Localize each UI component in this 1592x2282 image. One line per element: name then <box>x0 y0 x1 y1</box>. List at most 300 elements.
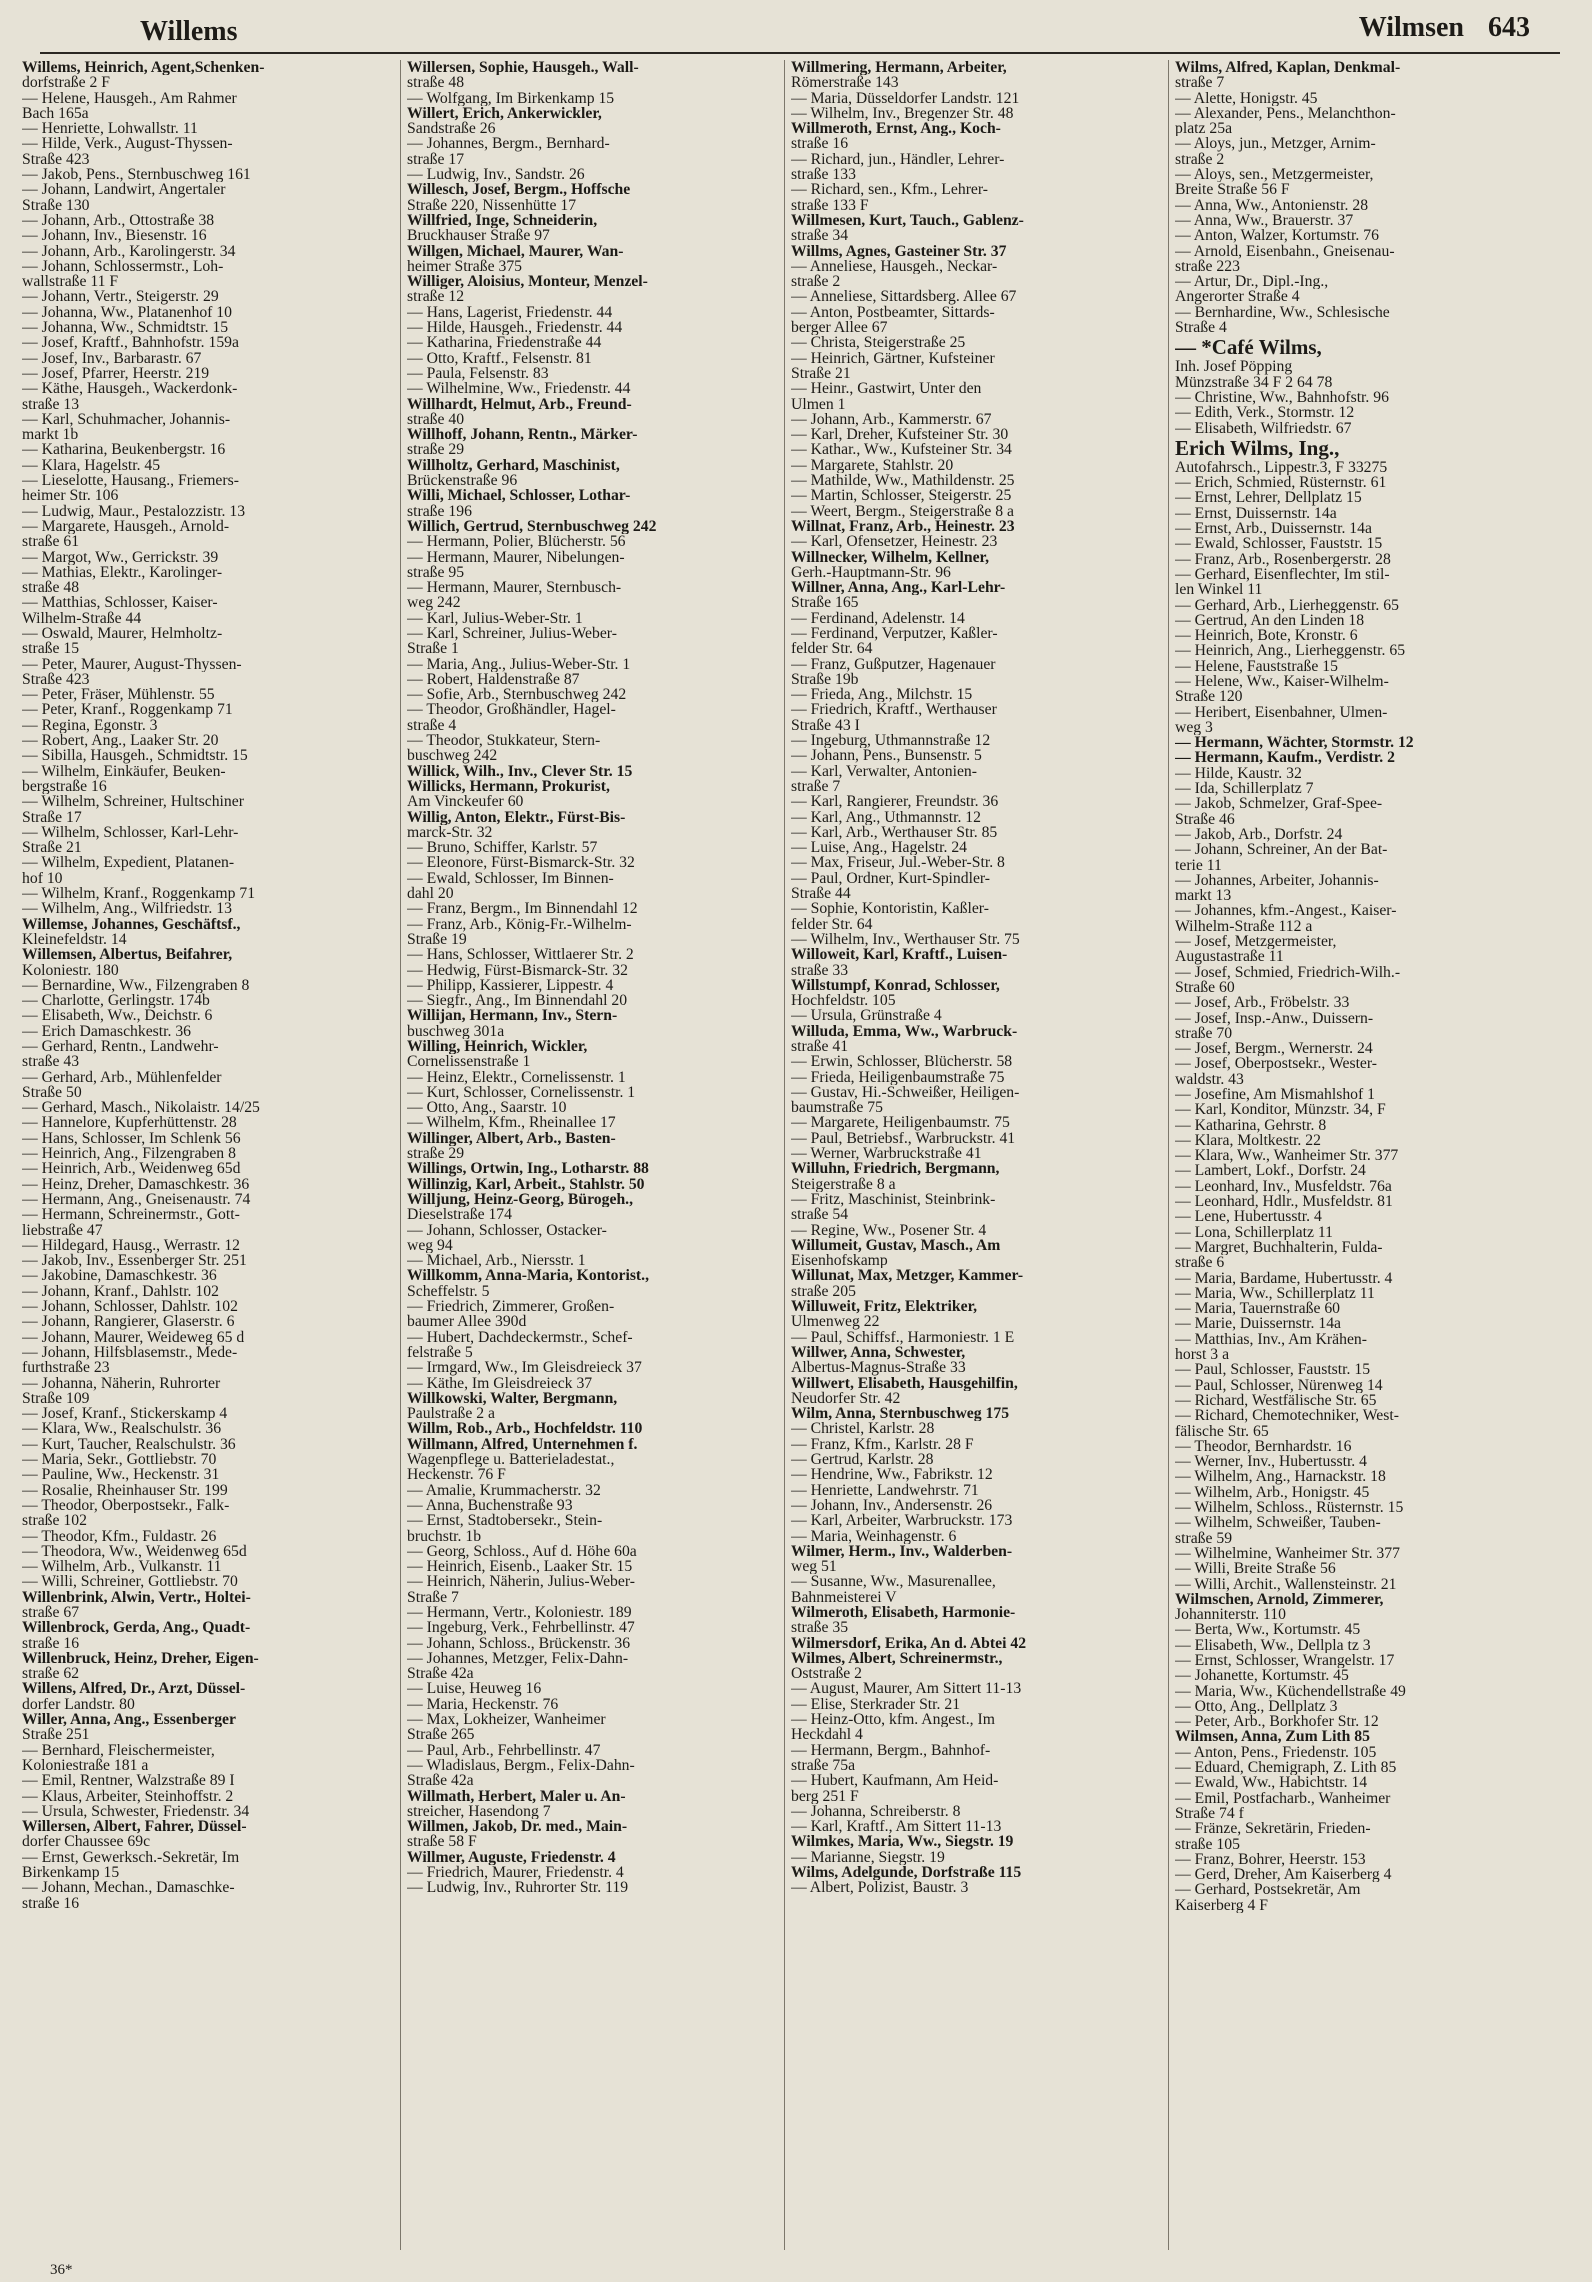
directory-entry-line: felder Str. 64 <box>791 916 873 932</box>
directory-entry-line: Willinger, Albert, Arb., Basten- <box>407 1130 616 1147</box>
directory-entry-line: — Ursula, Grünstraße 4 <box>791 1008 942 1024</box>
directory-entry-line: — Anton, Postbeamter, Sittards- <box>791 304 995 321</box>
directory-entry-line: Willhardt, Helmut, Arb., Freund- <box>407 396 632 412</box>
directory-entry-line: — Hans, Lagerist, Friedenstr. 44 <box>407 304 613 321</box>
directory-entry-line: Willing, Heinrich, Wickler, <box>407 1039 588 1055</box>
directory-entry-line: Willmath, Herbert, Maler u. An- <box>407 1788 626 1804</box>
directory-entry-line: — Johann, Schlosser, Dahlstr. 102 <box>22 1299 238 1315</box>
directory-entry-line: — Artur, Dr., Dipl.-Ing., <box>1175 274 1329 290</box>
directory-entry-line: — Josef, Arb., Fröbelstr. 33 <box>1175 995 1350 1011</box>
directory-entry-line: — Karl, Arb., Werthauser Str. 85 <box>791 824 998 841</box>
directory-entry-line: — Heinrich, Ang., Filzengraben 8 <box>22 1146 236 1162</box>
directory-entry-line: — Hermann, Ang., Gneisenaustr. 74 <box>22 1191 251 1208</box>
directory-entry-line: — Max, Lokheizer, Wanheimer <box>407 1712 606 1728</box>
directory-entry-line: Willm, Rob., Arb., Hochfeldstr. 110 <box>407 1421 643 1437</box>
directory-entry-line: Willmen, Jakob, Dr. med., Main- <box>407 1819 628 1835</box>
directory-entry-line: Wilmersdorf, Erika, An d. Abtei 42 <box>791 1635 1027 1651</box>
directory-entry-line: Straße 165 <box>791 595 859 611</box>
directory-entry-line: Willert, Erich, Ankerwickler, <box>407 105 602 122</box>
directory-entry-line: — Eduard, Chemigraph, Z. Lith 85 <box>1175 1760 1397 1776</box>
directory-entry-line: straße 48 <box>22 580 80 596</box>
directory-entry-line: Ulmenweg 22 <box>791 1314 880 1330</box>
directory-entry-line: baumstraße 75 <box>791 1100 883 1116</box>
directory-entry-line: — Ernst, Gewerksch.-Sekretär, Im <box>22 1849 240 1866</box>
directory-entry-line: — Gerhard, Rentn., Landwehr- <box>22 1039 219 1055</box>
directory-entry-line: — Maria, Düsseldorfer Landstr. 121 <box>791 90 1020 106</box>
directory-entry-line: — Heinz, Elektr., Cornelissenstr. 1 <box>407 1069 626 1085</box>
directory-entry-line: Römerstraße 143 <box>791 75 899 91</box>
directory-entry-line: — Ludwig, Inv., Ruhrorter Str. 119 <box>407 1880 629 1896</box>
directory-entry-line: straße 75a <box>791 1757 856 1774</box>
directory-entry-line: Willenbrink, Alwin, Vertr., Holtei- <box>22 1589 251 1605</box>
directory-entry-line: Willicks, Hermann, Prokurist, <box>407 778 610 795</box>
directory-entry-line: straße 15 <box>22 641 80 657</box>
directory-entry-line: — Elisabeth, Ww., Dellpla tz 3 <box>1175 1637 1371 1653</box>
directory-entry-line: — Katharina, Gehrstr. 8 <box>1175 1117 1327 1133</box>
directory-entry-line: — Theodor, Kfm., Fuldastr. 26 <box>22 1528 217 1544</box>
directory-entry-line: — Frieda, Ang., Milchstr. 15 <box>791 687 973 703</box>
directory-entry-line: Willoweit, Karl, Kraftf., Luisen- <box>791 947 1008 963</box>
directory-entry-line: — Lene, Hubertusstr. 4 <box>1175 1209 1322 1225</box>
directory-entry-line: — Christel, Karlstr. 28 <box>791 1421 935 1437</box>
directory-entry-line: — Michael, Arb., Niersstr. 1 <box>407 1253 586 1269</box>
directory-entry-line: — Gerhard, Masch., Nikolaistr. 14/25 <box>22 1100 260 1116</box>
directory-entry-line: Willmeroth, Ernst, Ang., Koch- <box>791 121 1001 137</box>
directory-entry-line: Dieselstraße 174 <box>407 1207 512 1223</box>
directory-entry-line: — Jakob, Pens., Sternbuschweg 161 <box>22 167 251 183</box>
directory-entry-line: — Bernhardine, Ww., Schlesische <box>1175 304 1390 321</box>
directory-entry-line: — Heinr., Gastwirt, Unter den <box>791 381 982 397</box>
directory-entry-line: Heckenstr. 76 F <box>407 1467 506 1483</box>
directory-entry-line: straße 133 <box>791 167 856 183</box>
directory-entry-line: — Philipp, Kassierer, Lippestr. 4 <box>407 977 614 994</box>
directory-entry-line: Sandstraße 26 <box>407 121 496 137</box>
directory-entry-line: Straße 251 <box>22 1727 90 1743</box>
directory-entry-line: — Franz, Arb., Rosenbergerstr. 28 <box>1175 551 1391 567</box>
column-1 <box>22 60 392 2250</box>
column-3 <box>784 60 1169 2250</box>
directory-entry-line: buschweg 301a <box>407 1023 505 1039</box>
directory-entry-line: hof 10 <box>22 870 63 887</box>
directory-entry-line: marck-Str. 32 <box>407 824 493 841</box>
directory-entry-line: terie 11 <box>1175 857 1222 873</box>
directory-entry-line: Oststraße 2 <box>791 1666 863 1682</box>
directory-entry-line: — Theodor, Oberpostsekr., Falk- <box>22 1497 230 1514</box>
directory-entry-line: — Leonhard, Inv., Musfeldstr. 76a <box>1175 1178 1392 1195</box>
directory-entry-line: straße 29 <box>407 1146 465 1162</box>
directory-entry-line: Willmesen, Kurt, Tauch., Gablenz- <box>791 212 1024 229</box>
directory-entry-line: — Josef, Pfarrer, Heerstr. 219 <box>22 365 210 382</box>
directory-entry-line: — Alette, Honigstr. 45 <box>1175 90 1318 106</box>
directory-entry-line: — Karl, Schuhmacher, Johannis- <box>22 411 231 428</box>
directory-entry-line: — Hilde, Kaustr. 32 <box>1175 765 1302 782</box>
directory-entry-line: — Josefine, Am Mismahlshof 1 <box>1175 1087 1376 1103</box>
directory-entry-line: — *Café Wilms, <box>1175 335 1322 360</box>
directory-entry-line: Bruckhauser Straße 97 <box>407 228 550 244</box>
directory-entry-line: — Theodor, Stukkateur, Stern- <box>407 733 601 749</box>
directory-entry-line: — Maria, Ang., Julius-Weber-Str. 1 <box>407 656 631 672</box>
directory-entry-line: — Berta, Ww., Kortumstr. 45 <box>1175 1622 1361 1638</box>
directory-entry-line: Willwert, Elisabeth, Hausgehilfin, <box>791 1375 1018 1391</box>
directory-entry-line: dorfer Landstr. 80 <box>22 1696 135 1713</box>
directory-entry-line: — Johann, Mechan., Damaschke- <box>22 1880 235 1896</box>
directory-entry-line: Straße 423 <box>22 151 90 168</box>
directory-entry-line: — Heinrich, Gärtner, Kufsteiner <box>791 350 995 366</box>
directory-entry-line: — Frieda, Heiligenbaumstraße 75 <box>791 1069 1005 1085</box>
directory-entry-line: Koloniestr. 180 <box>22 962 119 978</box>
directory-entry-line: — Ernst, Stadtobersekr., Stein- <box>407 1513 603 1529</box>
running-head-name: Wilmsen <box>1358 12 1464 43</box>
directory-entry-line: — Pauline, Ww., Heckenstr. 31 <box>22 1467 220 1483</box>
directory-entry-line: — Hans, Schlosser, Im Schlenk 56 <box>22 1130 241 1147</box>
directory-entry-line: — Gerhard, Postsekretär, Am <box>1175 1882 1361 1898</box>
directory-entry-line: — Hermann, Polier, Blücherstr. 56 <box>407 534 626 550</box>
directory-entry-line: straße 58 F <box>407 1834 477 1850</box>
directory-entry-line: — Karl, Konditor, Münzstr. 34, F <box>1175 1102 1386 1118</box>
directory-entry-line: — Hannelore, Kupferhüttenstr. 28 <box>22 1115 237 1131</box>
directory-entry-line: — Fritz, Maschinist, Steinbrink- <box>791 1191 996 1208</box>
directory-entry-line: Koloniestraße 181 a <box>22 1757 149 1774</box>
directory-entry-line: Willnat, Franz, Arb., Heinestr. 23 <box>791 518 1015 535</box>
directory-entry-line: — Ernst, Schlosser, Wrangelstr. 17 <box>1175 1652 1395 1669</box>
directory-entry-line: — Wilhelmine, Ww., Friedenstr. 44 <box>407 381 631 397</box>
directory-entry-line: Straße 220, Nissenhütte 17 <box>407 197 577 213</box>
directory-entry-line: straße 223 <box>1175 258 1240 275</box>
directory-entry-line: — Ferdinand, Adelenstr. 14 <box>791 610 965 626</box>
directory-entry-line: — Heinz, Dreher, Damaschkestr. 36 <box>22 1176 250 1192</box>
directory-entry-line: — Werner, Warbruckstraße 41 <box>791 1146 982 1162</box>
directory-entry-line: — Josef, Metzgermeister, <box>1175 934 1337 950</box>
directory-entry-line: Willnecker, Wilhelm, Kellner, <box>791 549 989 565</box>
directory-columns <box>22 60 1552 2250</box>
directory-entry-line: Kaiserberg 4 F <box>1175 1897 1268 1914</box>
directory-entry-line: straße 4 <box>407 717 457 734</box>
directory-entry-line: — Josef, Kranf., Stickerskamp 4 <box>22 1406 228 1422</box>
directory-entry-line: Kleinefeldstr. 14 <box>22 931 127 948</box>
directory-entry-line: straße 196 <box>407 503 472 519</box>
directory-entry-line: dahl 20 <box>407 886 454 902</box>
directory-entry-line: straße 95 <box>407 564 465 581</box>
directory-entry-line: — Gerhard, Arb., Mühlenfelder <box>22 1069 222 1085</box>
directory-entry-line: Willjung, Heinz-Georg, Bürogeh., <box>407 1191 634 1208</box>
directory-entry-line: — Luise, Heuweg 16 <box>407 1681 542 1697</box>
directory-entry-line: — Johannes, Metzger, Felix-Dahn- <box>407 1650 629 1667</box>
directory-entry-line: Wilhelm-Straße 112 a <box>1175 918 1313 935</box>
directory-entry-line: — Richard, Chemotechniker, West- <box>1175 1408 1399 1424</box>
directory-entry-line: — Wilhelm, Kranf., Roggenkamp 71 <box>22 886 256 902</box>
directory-entry-line: Willi, Michael, Schlosser, Lothar- <box>407 488 631 504</box>
directory-entry-line: — Josef, Bergm., Wernerstr. 24 <box>1175 1041 1373 1057</box>
directory-entry-line: — Leonhard, Hdlr., Musfeldstr. 81 <box>1175 1194 1393 1210</box>
directory-entry-line: — Otto, Kraftf., Felsenstr. 81 <box>407 350 592 366</box>
directory-entry-line: Bach 165a <box>22 105 89 122</box>
directory-entry-line: — Margarete, Stahlstr. 20 <box>791 457 954 474</box>
directory-entry-line: — Klara, Hagelstr. 45 <box>22 457 161 474</box>
directory-entry-line: heimer Str. 106 <box>22 488 119 504</box>
directory-entry-line: Straße 423 <box>22 671 90 688</box>
directory-entry-line: — Ingeburg, Uthmannstraße 12 <box>791 733 991 749</box>
directory-entry-line: — Otto, Ang., Dellplatz 3 <box>1175 1698 1338 1715</box>
directory-entry-line: bergstraße 16 <box>22 778 107 795</box>
directory-entry-line: — Marie, Duissernstr. 14a <box>1175 1316 1341 1332</box>
directory-entry-line: — Karl, Schreiner, Julius-Weber- <box>407 625 617 642</box>
directory-entry-line: Willhoff, Johann, Rentn., Märker- <box>407 427 638 443</box>
directory-entry-line: — Ewald, Schlosser, Im Binnen- <box>407 870 614 887</box>
directory-entry-line: Willens, Alfred, Dr., Arzt, Düssel- <box>22 1681 246 1697</box>
directory-entry-line: — Aloys, jun., Metzger, Arnim- <box>1175 136 1376 152</box>
directory-entry-line: — Johann, Schreiner, An der Bat- <box>1175 842 1388 858</box>
directory-entry-line: — Heinrich, Näherin, Julius-Weber- <box>407 1574 635 1590</box>
directory-entry-line: — Hermann, Kaufm., Verdistr. 2 <box>1175 750 1395 766</box>
directory-entry-line: — Wilhelm, Schlosser, Karl-Lehr- <box>22 824 239 841</box>
directory-entry-line: — Martin, Schlosser, Steigerstr. 25 <box>791 488 1012 504</box>
directory-entry-line: platz 25a <box>1175 121 1233 137</box>
directory-entry-line: — Matthias, Inv., Am Krähen- <box>1175 1331 1367 1348</box>
directory-entry-line: — Helene, Fauststraße 15 <box>1175 658 1338 674</box>
directory-entry-line: — Johann, Inv., Andersenstr. 26 <box>791 1497 993 1514</box>
directory-entry-line: Wilms, Alfred, Kaplan, Denkmal- <box>1175 60 1401 76</box>
directory-entry-line: — Peter, Arb., Borkhofer Str. 12 <box>1175 1714 1379 1730</box>
directory-entry-line: Birkenkamp 15 <box>22 1865 120 1881</box>
directory-entry-line: — Theodor, Bernhardstr. 16 <box>1175 1438 1352 1455</box>
directory-entry-line: — Hans, Schlosser, Wittlaerer Str. 2 <box>407 947 634 963</box>
directory-entry-line: — Ernst, Duissernstr. 14a <box>1175 505 1337 522</box>
directory-entry-line: liebstraße 47 <box>22 1222 103 1238</box>
directory-entry-line: Willemsen, Albertus, Beifahrer, <box>22 947 233 963</box>
directory-entry-line: len Winkel 11 <box>1175 582 1263 598</box>
directory-entry-line: — Karl, Rangierer, Freundstr. 36 <box>791 794 999 810</box>
directory-entry-line: — Heinz-Otto, kfm. Angest., Im <box>791 1712 995 1728</box>
directory-entry-line: — Richard, Westfälische Str. 65 <box>1175 1392 1377 1409</box>
directory-entry-line: straße 33 <box>791 962 849 978</box>
directory-entry-line: — Wilhelm, Einkäufer, Beuken- <box>22 763 226 779</box>
directory-entry-line: — Maria, Tauernstraße 60 <box>1175 1301 1341 1317</box>
directory-entry-line: — Paul, Betriebsf., Warbruckstr. 41 <box>791 1130 1016 1147</box>
directory-entry-line: — Marianne, Siegstr. 19 <box>791 1849 945 1866</box>
directory-entry-line: Straße 109 <box>22 1390 90 1407</box>
directory-entry-line: — Susanne, Ww., Masurenallee, <box>791 1574 996 1590</box>
directory-entry-line: — Johanna, Ww., Schmidtstr. 15 <box>22 320 229 336</box>
directory-entry-line: markt 13 <box>1175 888 1232 904</box>
directory-entry-line: horst 3 a <box>1175 1347 1230 1363</box>
directory-entry-line: — Regina, Egonstr. 3 <box>22 717 158 734</box>
directory-entry-line: — Wilhelm, Inv., Werthauser Str. 75 <box>791 931 1020 948</box>
directory-entry-line: — Maria, Ww., Schillerplatz 11 <box>1175 1285 1375 1302</box>
directory-entry-line: — Johann, Schloss., Brückenstr. 36 <box>407 1635 631 1651</box>
directory-entry-line: — Johannes, Bergm., Bernhard- <box>407 136 610 152</box>
directory-entry-line: — Wilhelm, Expedient, Platanen- <box>22 855 235 871</box>
directory-entry-line: — Amalie, Krummacherstr. 32 <box>407 1482 601 1498</box>
directory-entry-line: — Ida, Schillerplatz 7 <box>1175 781 1314 797</box>
directory-entry-line: weg 94 <box>407 1237 453 1254</box>
directory-entry-line: Willenbrock, Gerda, Ang., Quadt- <box>22 1620 251 1636</box>
directory-entry-line: — Hilde, Verk., August-Thyssen- <box>22 136 233 152</box>
directory-entry-line: — Paul, Schlosser, Nürenweg 14 <box>1175 1377 1383 1393</box>
directory-entry-line: — Karl, Julius-Weber-Str. 1 <box>407 610 583 626</box>
directory-entry-line: Wilm, Anna, Sternbuschweg 175 <box>791 1406 1010 1422</box>
directory-entry-line: Straße 19b <box>791 671 859 688</box>
directory-entry-line: — Karl, Ang., Uthmannstr. 12 <box>791 809 981 825</box>
directory-entry-line: — Erich, Schmied, Rüsternstr. 61 <box>1175 475 1387 491</box>
directory-entry-line: — Josef, Insp.-Anw., Duissern- <box>1175 1010 1374 1026</box>
directory-entry-line: — Josef, Kraftf., Bahnhofstr. 159a <box>22 335 239 351</box>
directory-entry-line: — Franz, Kfm., Karlstr. 28 F <box>791 1436 974 1453</box>
directory-entry-line: — Weert, Bergm., Steigerstraße 8 a <box>791 503 1014 519</box>
directory-entry-line: — Georg, Schloss., Auf d. Höhe 60a <box>407 1543 637 1560</box>
directory-entry-line: Straße 43 I <box>791 717 860 734</box>
directory-entry-line: — Margot, Ww., Gerrickstr. 39 <box>22 549 219 565</box>
directory-entry-line: Ulmen 1 <box>791 396 846 412</box>
directory-entry-line: — Sophie, Kontoristin, Kaßler- <box>791 901 989 917</box>
directory-entry-line: straße 7 <box>1175 75 1225 91</box>
directory-entry-line: Willuweit, Fritz, Elektriker, <box>791 1299 978 1315</box>
directory-entry-line: Inh. Josef Pöpping <box>1175 359 1293 375</box>
directory-entry-line: Johanniterstr. 110 <box>1175 1607 1286 1623</box>
directory-entry-line: — Klara, Moltkestr. 22 <box>1175 1132 1321 1149</box>
directory-entry-line: — Johannes, Arbeiter, Johannis- <box>1175 872 1379 889</box>
directory-entry-line: — Katharina, Beukenbergstr. 16 <box>22 442 226 458</box>
directory-entry-line: Williger, Aloisius, Monteur, Menzel- <box>407 274 648 290</box>
directory-entry-line: — Margret, Buchhalterin, Fulda- <box>1175 1239 1383 1256</box>
directory-entry-line: — Heinrich, Eisenb., Laaker Str. 15 <box>407 1559 633 1575</box>
directory-entry-line: — Eleonore, Fürst-Bismarck-Str. 32 <box>407 855 635 871</box>
directory-entry-line: — Jakob, Schmelzer, Graf-Spee- <box>1175 796 1383 812</box>
directory-entry-line: Willersen, Sophie, Hausgeh., Wall- <box>407 60 639 76</box>
directory-entry-line: — Christine, Ww., Bahnhofstr. 96 <box>1175 389 1389 406</box>
directory-entry-line: — Jakob, Arb., Dorfstr. 24 <box>1175 826 1343 843</box>
directory-entry-line: Willuda, Emma, Ww., Warbruck- <box>791 1023 1018 1039</box>
directory-entry-line: — Maria, Sekr., Gottliebstr. 70 <box>22 1452 217 1468</box>
directory-entry-line: Willms, Agnes, Gasteiner Str. 37 <box>791 243 1007 259</box>
directory-entry-line: — Arnold, Eisenbahn., Gneisenau- <box>1175 243 1395 259</box>
directory-entry-line: bruchstr. 1b <box>407 1528 482 1544</box>
directory-entry-line: Wilmsen, Anna, Zum Lith 85 <box>1175 1729 1370 1745</box>
directory-entry-line: — Wladislaus, Bergm., Felix-Dahn- <box>407 1757 635 1774</box>
directory-entry-line: Willich, Gertrud, Sternbuschweg 242 <box>407 518 657 535</box>
directory-entry-line: — Johann, Vertr., Steigerstr. 29 <box>22 289 219 305</box>
directory-entry-line: — Anna, Buchenstraße 93 <box>407 1497 573 1514</box>
directory-entry-line: Autofahrsch., Lippestr.3, F 33275 <box>1175 459 1388 476</box>
directory-entry-line: — Johann, Arb., Karolingerstr. 34 <box>22 243 236 259</box>
directory-entry-line: Willner, Anna, Ang., Karl-Lehr- <box>791 580 1006 596</box>
directory-entry-line: straße 12 <box>407 289 465 305</box>
directory-entry-line: — Hendrine, Ww., Fabrikstr. 12 <box>791 1467 993 1483</box>
directory-entry-line: — Edith, Verk., Stormstr. 12 <box>1175 405 1355 421</box>
directory-entry-line: straße 48 <box>407 75 465 91</box>
directory-entry-line: Breite Straße 56 F <box>1175 182 1290 198</box>
directory-entry-line: — Ewald, Schlosser, Fauststr. 15 <box>1175 536 1383 552</box>
directory-entry-line: — Kurt, Taucher, Realschulstr. 36 <box>22 1436 236 1453</box>
directory-entry-line: Willenbruck, Heinz, Dreher, Eigen- <box>22 1650 259 1667</box>
directory-entry-line: straße 61 <box>22 534 80 550</box>
directory-entry-line: — Gerhard, Eisenflechter, Im stil- <box>1175 566 1390 583</box>
directory-entry-line: wallstraße 11 F <box>22 274 119 290</box>
directory-entry-line: Heckdahl 4 <box>791 1727 863 1743</box>
directory-entry-line: — Ursula, Schwester, Friedenstr. 34 <box>22 1803 250 1820</box>
directory-entry-line: — Anton, Walzer, Kortumstr. 76 <box>1175 228 1379 244</box>
directory-entry-line: — Wilhelm, Schloss., Rüsternstr. 15 <box>1175 1500 1404 1516</box>
directory-entry-line: — Lambert, Lokf., Dorfstr. 24 <box>1175 1163 1366 1179</box>
directory-entry-line: Willems, Heinrich, Agent,Schenken- <box>22 60 265 76</box>
directory-entry-line: Straße 7 <box>407 1589 459 1605</box>
directory-entry-line: Willmann, Alfred, Unternehmen f. <box>407 1436 638 1453</box>
directory-entry-line: — Aloys, sen., Metzgermeister, <box>1175 167 1374 183</box>
directory-entry-line: — Otto, Ang., Saarstr. 10 <box>407 1100 567 1116</box>
directory-entry-line: — Johannes, kfm.-Angest., Kaiser- <box>1175 903 1397 919</box>
directory-entry-line: Willgen, Michael, Maurer, Wan- <box>407 243 624 259</box>
directory-entry-line: — Wolfgang, Im Birkenkamp 15 <box>407 90 615 106</box>
directory-entry-line: straße 29 <box>407 442 465 458</box>
directory-entry-line: felstraße 5 <box>407 1344 473 1361</box>
directory-entry-line: — Gerhard, Arb., Lierheggenstr. 65 <box>1175 597 1399 613</box>
directory-entry-line: — Katharina, Friedenstraße 44 <box>407 335 602 351</box>
directory-entry-line: baumer Allee 390d <box>407 1314 527 1330</box>
directory-entry-line: — Wilhelm, Ang., Harnackstr. 18 <box>1175 1469 1386 1485</box>
directory-entry-line: waldstr. 43 <box>1175 1071 1244 1087</box>
running-head-right <box>1335 12 1530 44</box>
directory-entry-line: — Johann, Kranf., Dahlstr. 102 <box>22 1283 219 1300</box>
directory-entry-line: — Klara, Ww., Wanheimer Str. 377 <box>1175 1148 1399 1164</box>
directory-entry-line: — Wilhelm, Arb., Vulkanstr. 11 <box>22 1559 222 1575</box>
directory-entry-line: Brückenstraße 96 <box>407 473 518 489</box>
directory-entry-line: — Peter, Fräser, Mühlenstr. 55 <box>22 687 215 703</box>
directory-entry-line: Willfried, Inge, Schneiderin, <box>407 212 598 229</box>
directory-entry-line: — Fränze, Sekretärin, Frieden- <box>1175 1821 1371 1837</box>
directory-entry-line: Willwer, Anna, Schwester, <box>791 1344 966 1361</box>
directory-entry-line: — Theodor, Großhändler, Hagel- <box>407 702 616 718</box>
directory-entry-line: — Heribert, Eisenbahner, Ulmen- <box>1175 704 1388 720</box>
directory-entry-line: — Franz, Arb., König-Fr.-Wilhelm- <box>407 916 632 932</box>
directory-entry-line: — Johann, Maurer, Weideweg 65 d <box>22 1329 245 1345</box>
directory-entry-line: — Ferdinand, Verputzer, Kaßler- <box>791 625 998 642</box>
directory-entry-line: straße 34 <box>791 228 849 244</box>
directory-entry-line: straße 102 <box>22 1513 87 1529</box>
directory-entry-line: Erich Wilms, Ing., <box>1175 435 1340 460</box>
directory-entry-line: berger Allee 67 <box>791 320 888 336</box>
directory-entry-line: — Willi, Breite Straße 56 <box>1175 1561 1336 1577</box>
directory-entry-line: dorfer Chaussee 69c <box>22 1834 151 1850</box>
directory-entry-line: — Ludwig, Inv., Sandstr. 26 <box>407 167 585 183</box>
directory-entry-line: — Wilhelm, Inv., Bregenzer Str. 48 <box>791 105 1014 122</box>
directory-entry-line: straße 54 <box>791 1207 849 1223</box>
directory-entry-line: — Mathilde, Ww., Mathildenstr. 25 <box>791 473 1015 489</box>
directory-entry-line: Willunat, Max, Metzger, Kammer- <box>791 1268 1024 1284</box>
directory-entry-line: — Heinrich, Bote, Kronstr. 6 <box>1175 628 1358 644</box>
directory-entry-line: straße 70 <box>1175 1025 1233 1042</box>
directory-entry-line: weg 51 <box>791 1559 837 1575</box>
directory-entry-line: — Werner, Inv., Hubertusstr. 4 <box>1175 1454 1367 1470</box>
directory-entry-line: — Luise, Ang., Hagelstr. 24 <box>791 840 968 856</box>
directory-entry-line: — Johann, Rangierer, Glaserstr. 6 <box>22 1314 235 1330</box>
directory-entry-line: — Maria, Bardame, Hubertusstr. 4 <box>1175 1270 1393 1286</box>
directory-entry-line: — Hubert, Dachdeckermstr., Schef- <box>407 1329 633 1345</box>
directory-entry-line: — Käthe, Hausgeh., Wackerdonk- <box>22 381 238 397</box>
directory-entry-line: — Erich Damaschkestr. 36 <box>22 1023 192 1039</box>
directory-entry-line: — Franz, Bergm., Im Binnendahl 12 <box>407 901 638 917</box>
directory-entry-line: Straße 1 <box>407 641 459 657</box>
directory-entry-line: — Johann, Schlosser, Ostacker- <box>407 1222 607 1238</box>
directory-entry-line: straße 62 <box>22 1666 80 1682</box>
directory-entry-line: — Lona, Schillerplatz 11 <box>1175 1224 1333 1240</box>
directory-entry-line: — Josef, Schmied, Friedrich-Wilh.- <box>1175 964 1401 980</box>
directory-entry-line: straße 6 <box>1175 1255 1225 1271</box>
directory-entry-line: straße 17 <box>407 151 465 168</box>
directory-entry-line: Straße 42a <box>407 1773 474 1789</box>
directory-entry-line: Münzstraße 34 F 2 64 78 <box>1175 374 1333 390</box>
directory-entry-line: — Karl, Arbeiter, Warbruckstr. 173 <box>791 1513 1013 1529</box>
directory-entry-line: — Elisabeth, Ww., Deichstr. 6 <box>22 1008 213 1024</box>
directory-entry-line: — Wilhelm, Schreiner, Hultschiner <box>22 794 244 810</box>
